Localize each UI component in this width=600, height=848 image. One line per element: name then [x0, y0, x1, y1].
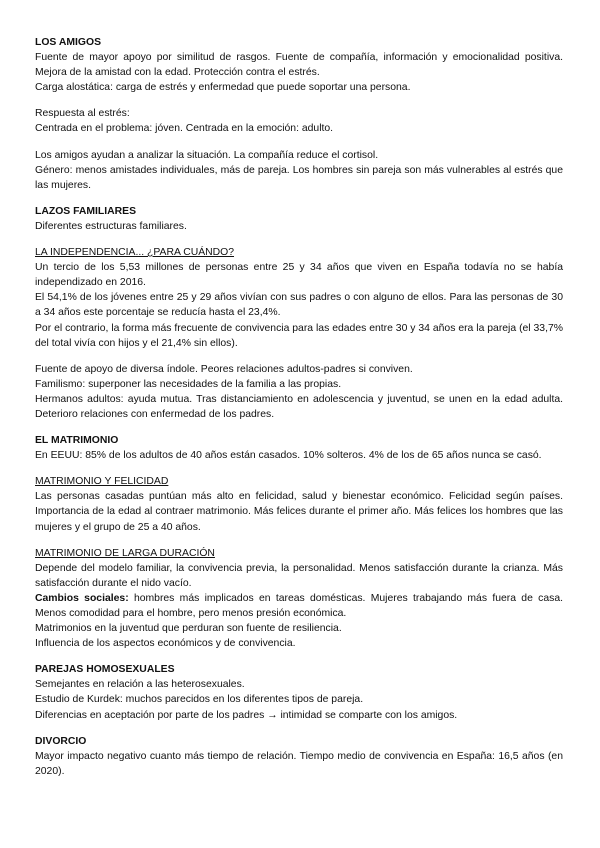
subheading-felicidad: MATRIMONIO Y FELICIDAD: [35, 476, 169, 488]
subheading-independencia: LA INDEPENDENCIA... ¿PARA CUÁNDO?: [35, 247, 235, 259]
paragraph: Centrada en el problema: jóven. Centrada en la emoción: adulto.: [35, 123, 334, 135]
paragraph: Género: menos amistades individuales, más de pareja. Los hombres sin pareja son más vulnerables al estrés que las mujeres.: [35, 164, 563, 191]
paragraph: Matrimonios en la juventud que perduran son fuente de resiliencia.: [35, 623, 342, 635]
paragraph: Semejantes en relación a las heterosexuales.: [35, 679, 245, 691]
section-heading-familia: LAZOS FAMILIARES: [35, 205, 137, 217]
paragraph: Respuesta al estrés:: [35, 108, 130, 120]
paragraph: Estudio de Kurdek: muchos parecidos en los diferentes tipos de pareja.: [35, 694, 364, 706]
paragraph: Diferentes estructuras familiares.: [35, 220, 187, 232]
paragraph: Diferencias en aceptación por parte de los padres → intimidad se comparte con los amigos.: [35, 709, 458, 721]
section-heading-amigos: LOS AMIGOS: [35, 37, 102, 48]
paragraph: El 54,1% de los jóvenes entre 25 y 29 años vivían con sus padres o con alguno de ellos. Para las personas de 30 a 34 años este porcentaje se reducía hasta el 23,4%.: [35, 292, 563, 319]
section-heading-homosexuales: PAREJAS HOMOSEXUALES: [35, 664, 175, 676]
paragraph: Mayor impacto negativo cuanto más tiempo de relación. Tiempo medio de convivencia en España: 16,5 años (en 2020).: [35, 750, 563, 777]
paragraph-text: hombres más implicados en tareas domésticas. Mujeres trabajando más fuera de casa. Menos comodidad para el hombre, pero menos presión económica.: [35, 592, 563, 619]
paragraph: Depende del modelo familiar, la convivencia previa, la personalidad. Menos satisfacción durante la crianza. Más satisfacción durante el nido vacío.: [35, 562, 563, 589]
paragraph: Las personas casadas puntúan más alto en felicidad, salud y bienestar económico. Felicidad según países. Importancia de la edad al contraer matrimonio. Más felices durante el primer año. Más felices los hombres que las mujeres y el grupo de 25 a 40 años.: [35, 491, 563, 533]
subheading-larga-duracion: MATRIMONIO DE LARGA DURACIÓN: [35, 547, 215, 559]
paragraph: Los amigos ayudan a analizar la situación. La compañía reduce el cortisol.: [35, 149, 379, 161]
section-heading-divorcio: DIVORCIO: [35, 735, 87, 747]
document-body: [35, 35, 563, 779]
section-heading-matrimonio: EL MATRIMONIO: [35, 435, 119, 447]
paragraph: En EEUU: 85% de los adultos de 40 años están casados. 10% solteros. 4% de los de 65 años nunca se casó.: [35, 450, 542, 462]
paragraph: Hermanos adultos: ayuda mutua. Tras distanciamiento en adolescencia y juventud, se unen en la edad adulta. Deterioro relaciones con enfermedad de los padres.: [35, 393, 563, 420]
paragraph: Fuente de apoyo de diversa índole. Peores relaciones adultos-padres si conviven.: [35, 363, 413, 375]
paragraph: Un tercio de los 5,53 millones de personas entre 25 y 34 años que viven en España todavía no se había independizado en 2016.: [35, 262, 563, 289]
bold-label: Cambios sociales:: [35, 592, 129, 604]
paragraph: [35, 591, 563, 621]
paragraph: Influencia de los aspectos económicos y de convivencia.: [35, 638, 296, 650]
paragraph: Fuente de mayor apoyo por similitud de rasgos. Fuente de compañía, información y emocionalidad positiva. Mejora de la amistad con la edad. Protección contra el estrés.: [35, 52, 563, 79]
paragraph: Por el contrario, la forma más frecuente de convivencia para las edades entre 30 y 34 años era la pareja (el 33,7% del total vivía con hijos y el 21,4% sin ellos).: [35, 322, 563, 349]
paragraph: Familismo: superponer las necesidades de la familia a las propias.: [35, 378, 342, 390]
paragraph: Carga alostática: carga de estrés y enfermedad que puede soportar una persona.: [35, 82, 411, 94]
